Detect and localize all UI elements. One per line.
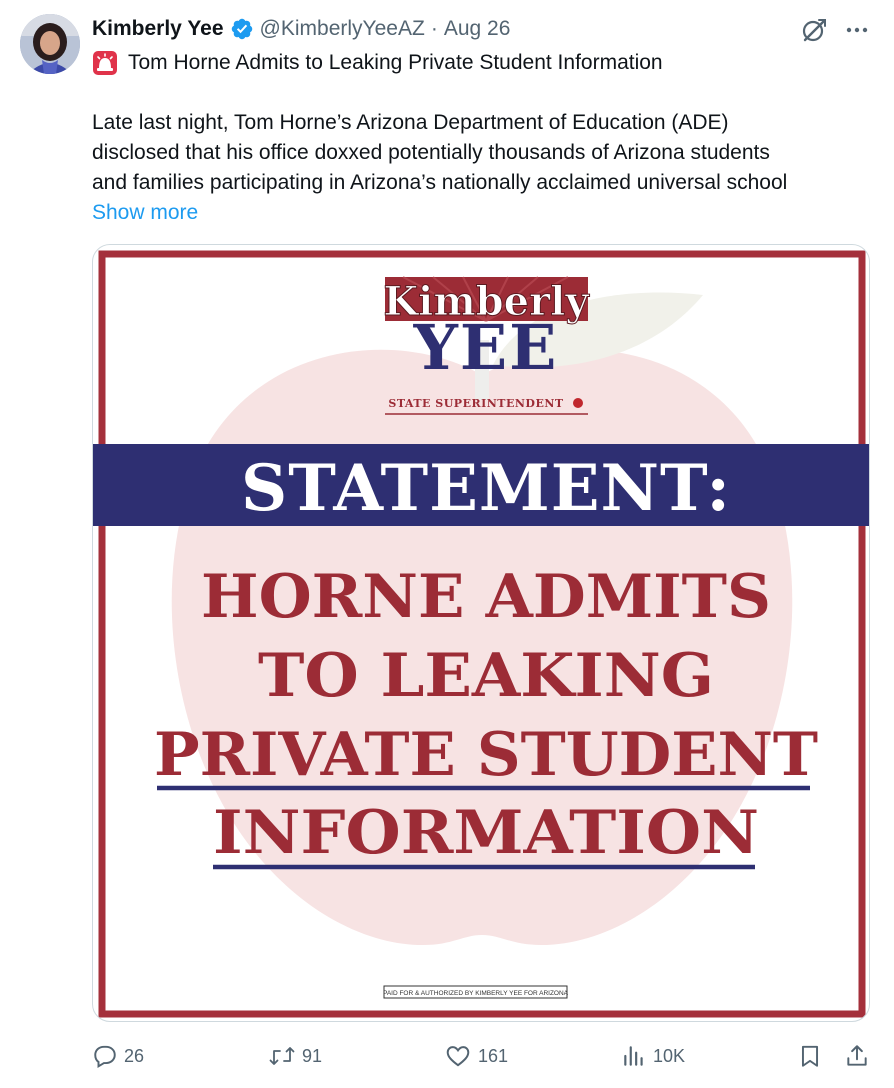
timestamp[interactable]: Aug 26 xyxy=(443,17,511,40)
display-name[interactable]: Kimberly Yee xyxy=(92,17,224,40)
logo-name-top: Kimberly xyxy=(383,278,589,325)
tweet-header xyxy=(92,14,510,44)
separator-dot: · xyxy=(430,17,438,40)
grok-icon[interactable] xyxy=(800,16,828,44)
avatar-photo xyxy=(20,14,80,74)
share-button[interactable] xyxy=(844,1038,870,1074)
tweet-media[interactable] xyxy=(92,244,870,1022)
reply-button[interactable] xyxy=(92,1038,144,1074)
siren-emoji-icon xyxy=(92,50,118,76)
handle[interactable]: @KimberlyYeeAZ xyxy=(259,17,425,40)
statement-graphic xyxy=(93,245,870,1022)
body-line: Late last night, Tom Horne’s Arizona Department of Education (ADE) xyxy=(92,111,729,134)
headline-text: Tom Horne Admits to Leaking Private Student Information xyxy=(128,51,663,74)
share-icon xyxy=(844,1043,870,1069)
tweet-headline xyxy=(92,48,663,78)
tweet-body xyxy=(92,108,882,198)
graphic-headline-line: HORNE ADMITS xyxy=(201,562,771,632)
disclaimer-text: PAID FOR & AUTHORIZED BY KIMBERLY YEE FOR ARIZONA xyxy=(382,990,569,997)
more-options-icon[interactable] xyxy=(844,17,870,43)
show-more-link[interactable]: Show more xyxy=(92,201,199,224)
analytics-icon xyxy=(621,1043,647,1069)
banner-text: STATEMENT: xyxy=(241,451,731,526)
body-line: disclosed that his office doxxed potentially thousands of Arizona students xyxy=(92,141,770,164)
graphic-headline-line: PRIVATE STUDENT xyxy=(154,720,819,790)
logo-name-bottom: YEE xyxy=(413,311,559,384)
apple-icon xyxy=(573,398,583,408)
body-line: and families participating in Arizona’s nationally acclaimed universal school xyxy=(92,171,788,194)
repost-button[interactable] xyxy=(268,1038,322,1074)
reply-count: 26 xyxy=(124,1045,145,1066)
action-bar xyxy=(92,1038,882,1074)
graphic-headline-line: INFORMATION xyxy=(213,798,759,868)
reply-icon xyxy=(92,1043,118,1069)
verified-badge-icon[interactable] xyxy=(230,17,254,41)
like-count: 161 xyxy=(478,1045,509,1066)
graphic-headline-line: TO LEAKING xyxy=(258,641,714,711)
repost-count: 91 xyxy=(302,1045,323,1066)
bookmark-button[interactable] xyxy=(797,1038,823,1074)
avatar[interactable] xyxy=(20,14,80,74)
repost-icon xyxy=(268,1043,296,1069)
top-icons xyxy=(800,16,870,44)
heart-icon xyxy=(444,1043,472,1069)
views-button[interactable] xyxy=(621,1038,685,1074)
bookmark-icon xyxy=(797,1043,823,1069)
logo-subtitle: STATE SUPERINTENDENT xyxy=(388,397,564,410)
view-count: 10K xyxy=(653,1045,686,1066)
like-button[interactable] xyxy=(444,1038,508,1074)
